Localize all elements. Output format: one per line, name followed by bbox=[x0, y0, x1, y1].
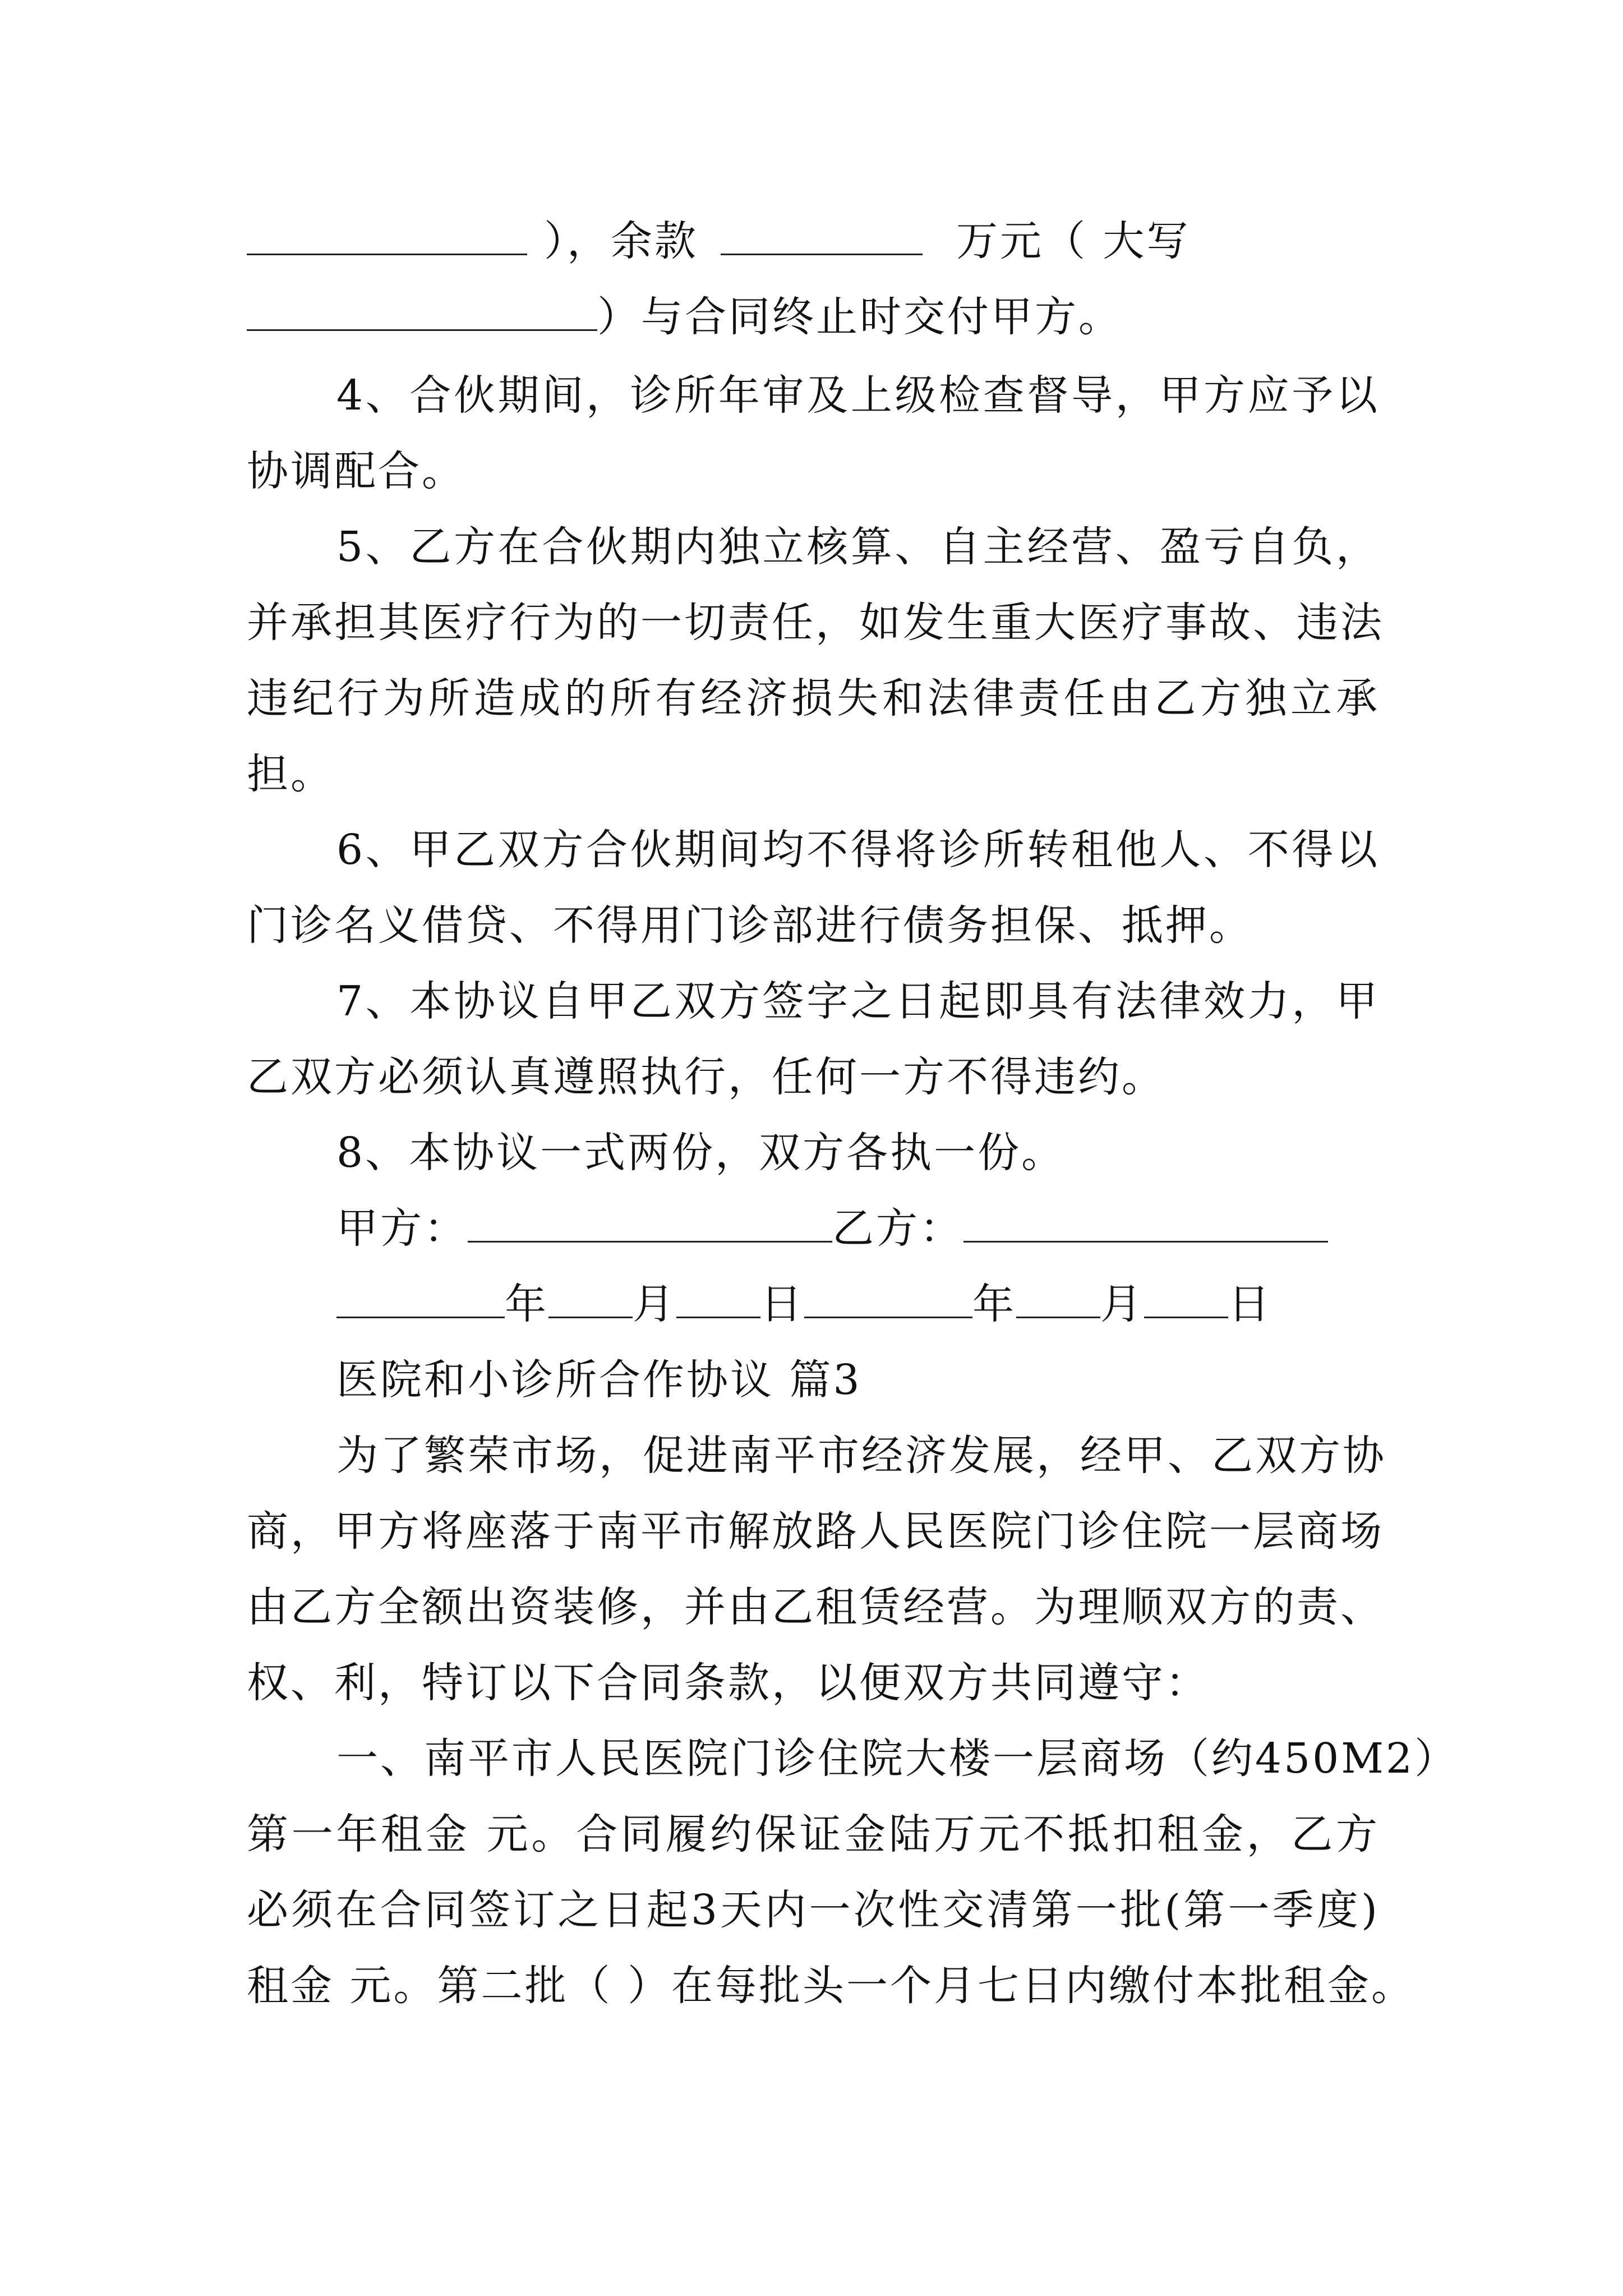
party-a-day-blank bbox=[676, 1282, 760, 1318]
payment-line-1 bbox=[247, 213, 1380, 269]
clause-5-line-4: 担。 bbox=[247, 750, 334, 798]
date-line bbox=[336, 1276, 1380, 1332]
clause-4-line-1: 4、合伙期间，诊所年审及上级检查督导，甲方应予以 bbox=[336, 371, 1380, 420]
payment-text: ）与合同终止时交付甲方。 bbox=[597, 293, 1122, 341]
party-b-label: 乙方： bbox=[832, 1204, 963, 1253]
balance-label: ），余款 bbox=[544, 217, 698, 265]
payment-line-2 bbox=[247, 289, 1380, 345]
clause-5-line-3: 违纪行为所造成的所有经济损失和法律责任由乙方独立承 bbox=[247, 674, 1380, 723]
clause-4-line-2: 协调配合。 bbox=[247, 447, 465, 495]
party-a-month-blank bbox=[548, 1282, 633, 1318]
article-1-line-1: 一、南平市人民医院门诊住院大楼一层商场（约450M2） bbox=[336, 1734, 1459, 1783]
year-label: 年 bbox=[972, 1280, 1016, 1328]
uppercase-amount-blank bbox=[247, 295, 597, 331]
party-a-year-blank bbox=[336, 1282, 505, 1318]
amount-blank bbox=[247, 219, 527, 255]
party-a-label: 甲方： bbox=[336, 1204, 468, 1253]
section-heading: 医院和小诊所合作协议 篇3 bbox=[336, 1356, 862, 1404]
party-b-month-blank bbox=[1016, 1282, 1100, 1318]
article-1-line-4: 租金 元。第二批（ ）在每批头一个月七日内缴付本批租金。 bbox=[247, 1962, 1415, 2010]
intro-line-1: 为了繁荣市场，促进南平市经济发展，经甲、乙双方协 bbox=[336, 1432, 1386, 1480]
clause-5-line-2: 并承担其医疗行为的一切责任，如发生重大医疗事故、违法 bbox=[247, 599, 1384, 647]
month-label: 月 bbox=[1100, 1280, 1144, 1328]
intro-line-2: 商，甲方将座落于南平市解放路人民医院门诊住院一层商场 bbox=[247, 1507, 1384, 1556]
party-a-signature-blank bbox=[468, 1206, 832, 1243]
party-b-day-blank bbox=[1144, 1282, 1228, 1318]
clause-8: 8、本协议一式两份，双方各执一份。 bbox=[336, 1129, 1066, 1177]
day-label: 日 bbox=[760, 1280, 804, 1328]
day-label: 日 bbox=[1228, 1280, 1272, 1328]
clause-7-line-2: 乙双方必须认真遵照执行，任何一方不得违约。 bbox=[247, 1053, 1165, 1101]
signature-line bbox=[336, 1200, 1380, 1257]
clause-5-line-1: 5、乙方在合伙期内独立核算、自主经营、盈亏自负， bbox=[336, 523, 1380, 571]
article-1-line-3: 必须在合同签订之日起3天内一次性交清第一批(第一季度) bbox=[247, 1886, 1380, 1934]
clause-6-line-2: 门诊名义借贷、不得用门诊部进行债务担保、抵押。 bbox=[247, 901, 1253, 950]
intro-line-4: 权、利，特订以下合同条款，以便双方共同遵守： bbox=[247, 1659, 1209, 1707]
year-label: 年 bbox=[505, 1280, 548, 1328]
clause-7-line-1: 7、本协议自甲乙双方签字之日起即具有法律效力，甲 bbox=[336, 977, 1380, 1025]
intro-line-3: 由乙方全额出资装修，并由乙租赁经营。为理顺双方的责、 bbox=[247, 1583, 1384, 1631]
month-label: 月 bbox=[633, 1280, 676, 1328]
party-b-year-blank bbox=[804, 1282, 972, 1318]
balance-amount-blank bbox=[721, 219, 923, 255]
party-b-signature-blank bbox=[963, 1206, 1328, 1243]
article-1-line-2: 第一年租金 元。合同履约保证金陆万元不抵扣租金，乙方 bbox=[247, 1810, 1380, 1858]
uppercase-label: 万元（ 大写 bbox=[956, 217, 1191, 265]
clause-6-line-1: 6、甲乙双方合伙期间均不得将诊所转租他人、不得以 bbox=[336, 826, 1380, 874]
